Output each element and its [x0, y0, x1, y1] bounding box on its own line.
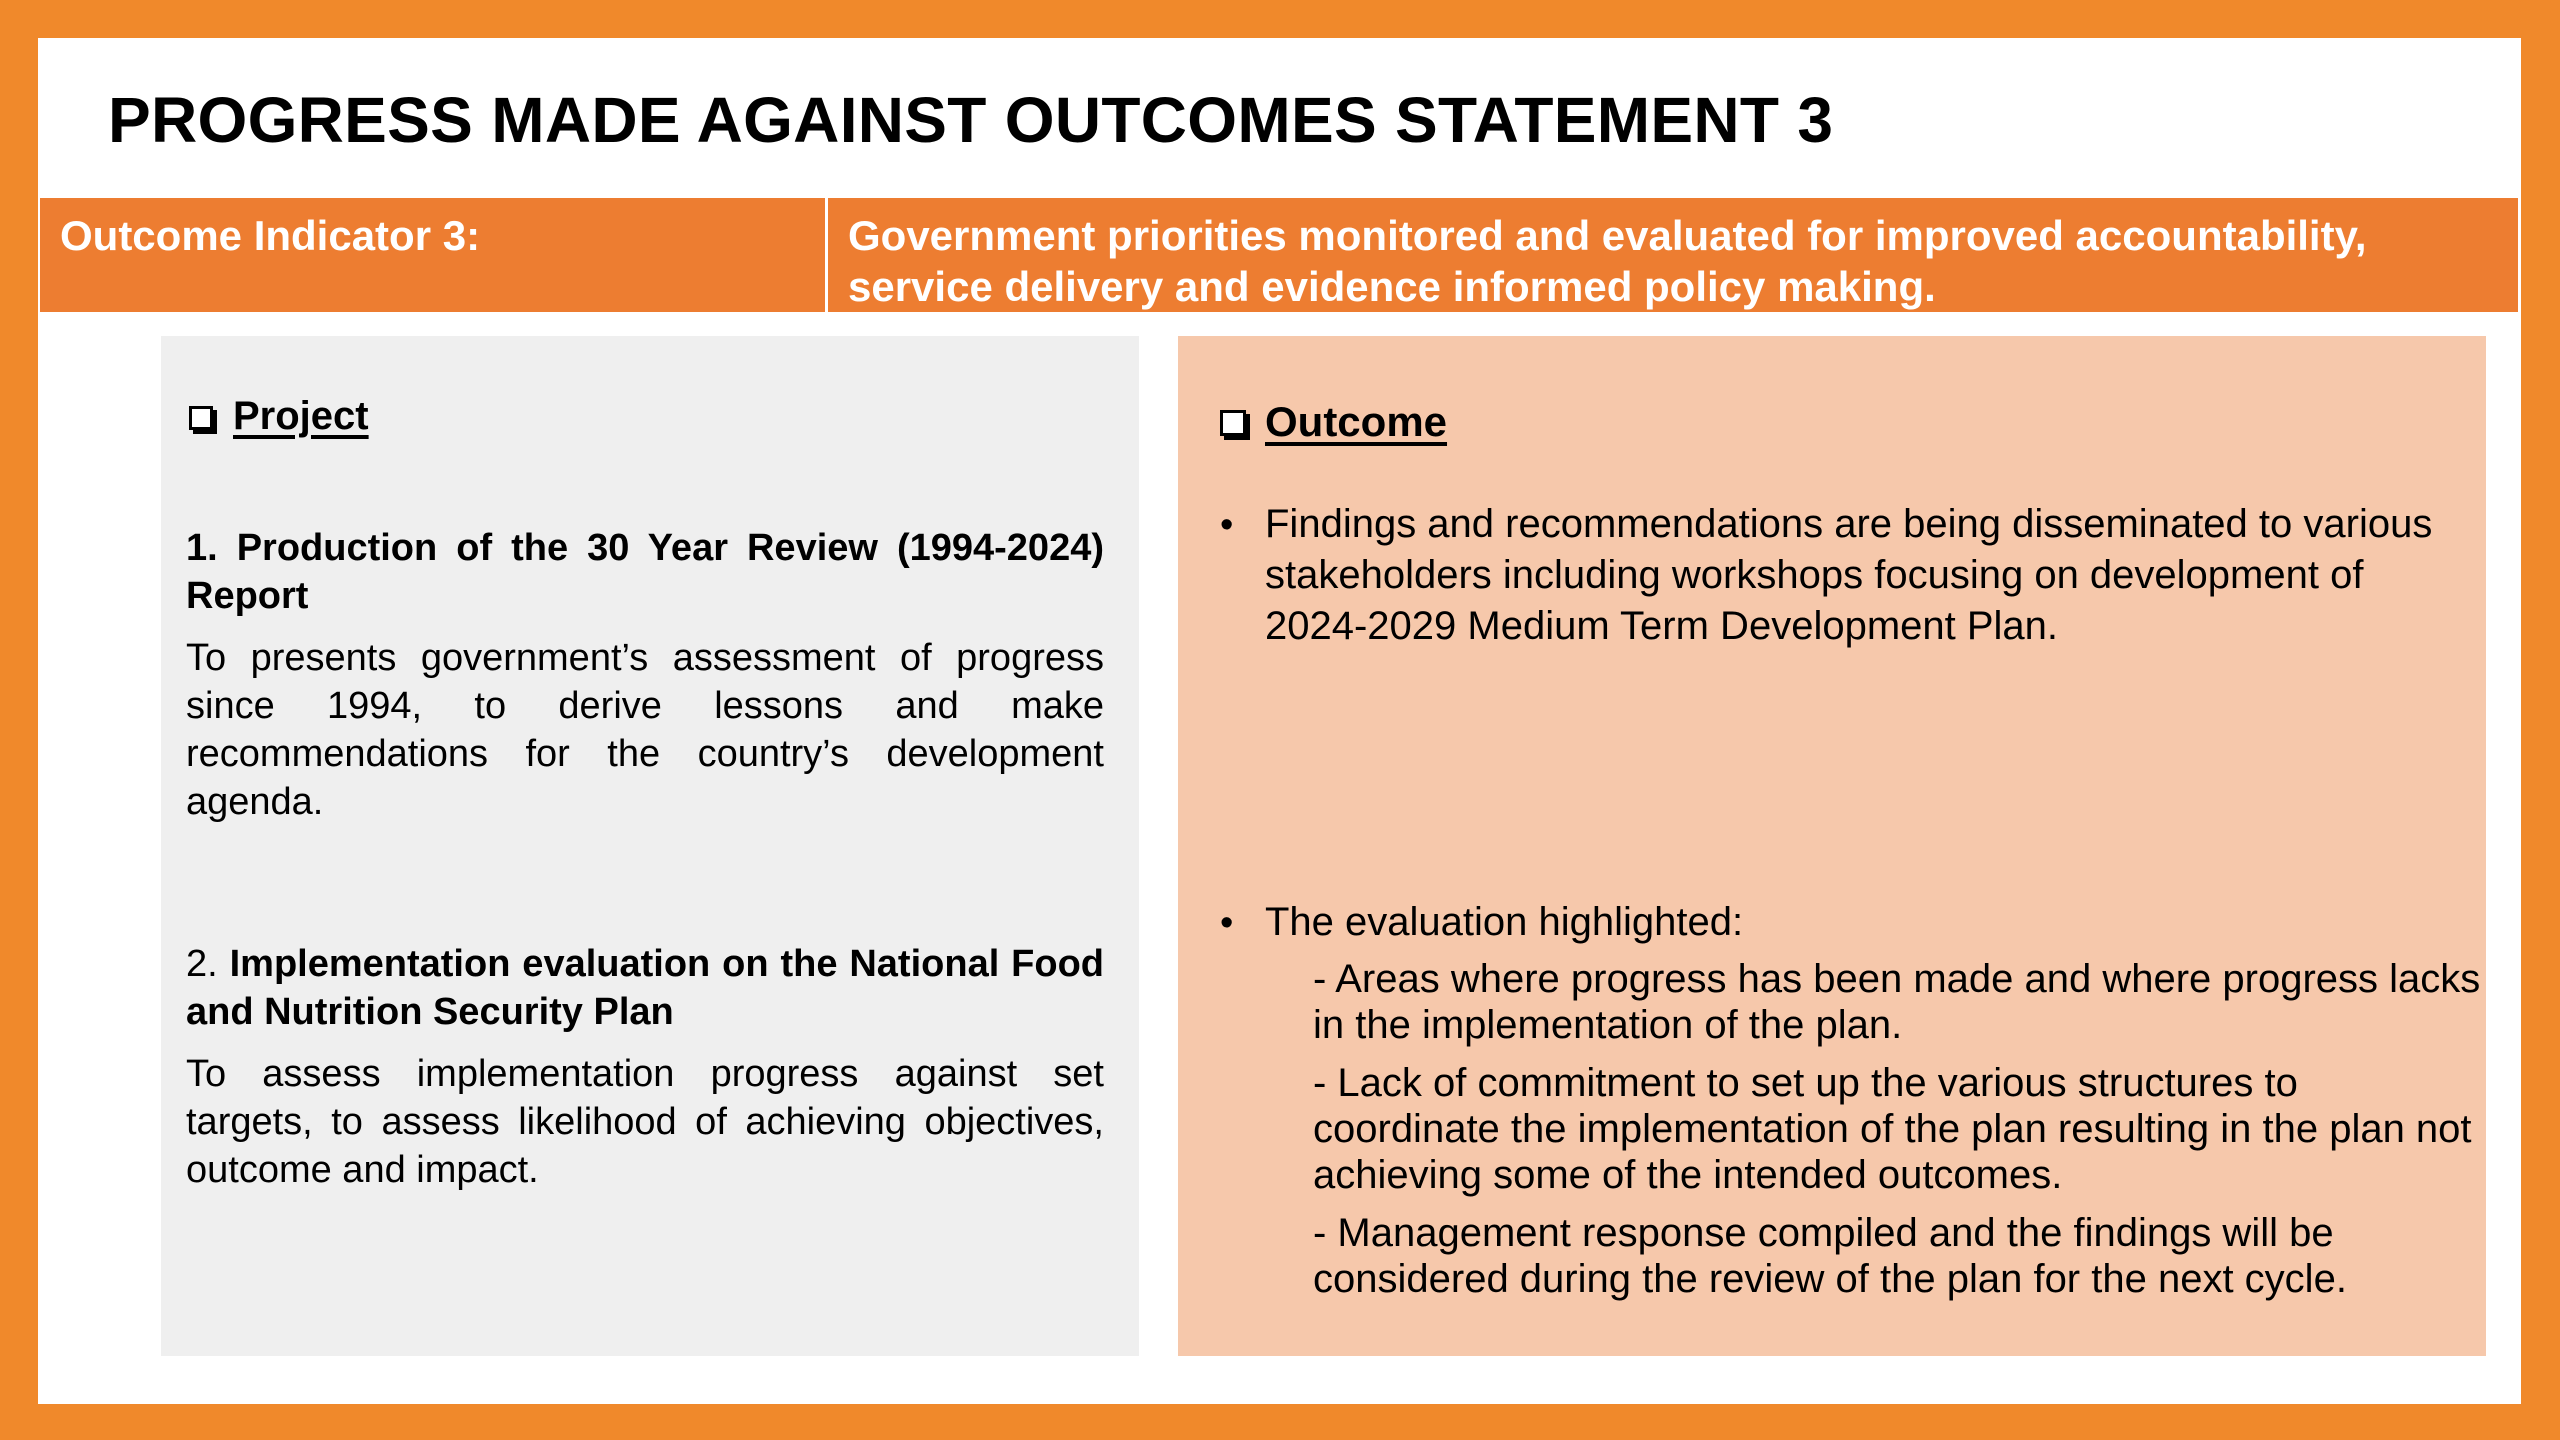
project-item-title: [186, 940, 1104, 1036]
project-item-title-text: Implementation evaluation on the National Food and Nutrition Security Plan: [186, 943, 1104, 1033]
outcome-sub-list: [1313, 956, 2488, 1314]
project-item-2: [186, 940, 1104, 1194]
outcome-sub-item: - Areas where progress has been made and where progress lacks in the implementation of the plan.: [1313, 957, 2481, 1047]
project-panel: [161, 336, 1139, 1356]
bullet-dot-icon: •: [1220, 504, 1234, 546]
outcome-bullet-1: Findings and recommendations are being disseminated to various stakeholders including workshops focusing on development of 2024-2029 Medium Term Development Plan.: [1265, 502, 2433, 648]
bullet-dot-icon: •: [1220, 902, 1234, 944]
project-heading: Project: [233, 394, 369, 438]
project-item-title: 1. Production of the 30 Year Review (1994-2024) Report: [186, 527, 1104, 617]
outcome-indicator-bar: [40, 198, 2518, 312]
indicator-text: Government priorities monitored and evaluated for improved accountability, service delivery and evidence informed policy making.: [848, 212, 2367, 310]
page-title: PROGRESS MADE AGAINST OUTCOMES STATEMENT 3: [108, 84, 1834, 156]
outcome-bullet-2: The evaluation highlighted:: [1265, 900, 1744, 944]
outcome-sub-item: - Lack of commitment to set up the various structures to coordinate the implementation of the plan resulting in the plan not achieving some of the intended outcomes.: [1313, 1061, 2472, 1197]
slide: [38, 38, 2521, 1404]
outcome-heading: Outcome: [1265, 398, 1448, 445]
checkbox-icon: [189, 406, 213, 430]
project-item-description: To assess implementation progress against set targets, to assess likelihood of achieving objectives, outcome and impact.: [186, 1053, 1104, 1191]
outcome-panel: [1178, 336, 2486, 1356]
indicator-divider: [825, 198, 828, 312]
project-item-description: To presents government’s assessment of progress since 1994, to derive lessons and make recommendations for the country’s development agenda.: [186, 637, 1104, 823]
project-item-1: [186, 524, 1104, 826]
checkbox-icon: [1220, 410, 1246, 436]
outcome-sub-item: - Management response compiled and the findings will be considered during the review of the plan for the next cycle.: [1313, 1211, 2347, 1301]
indicator-label: Outcome Indicator 3:: [60, 212, 481, 259]
project-item-number: 2.: [186, 943, 218, 985]
